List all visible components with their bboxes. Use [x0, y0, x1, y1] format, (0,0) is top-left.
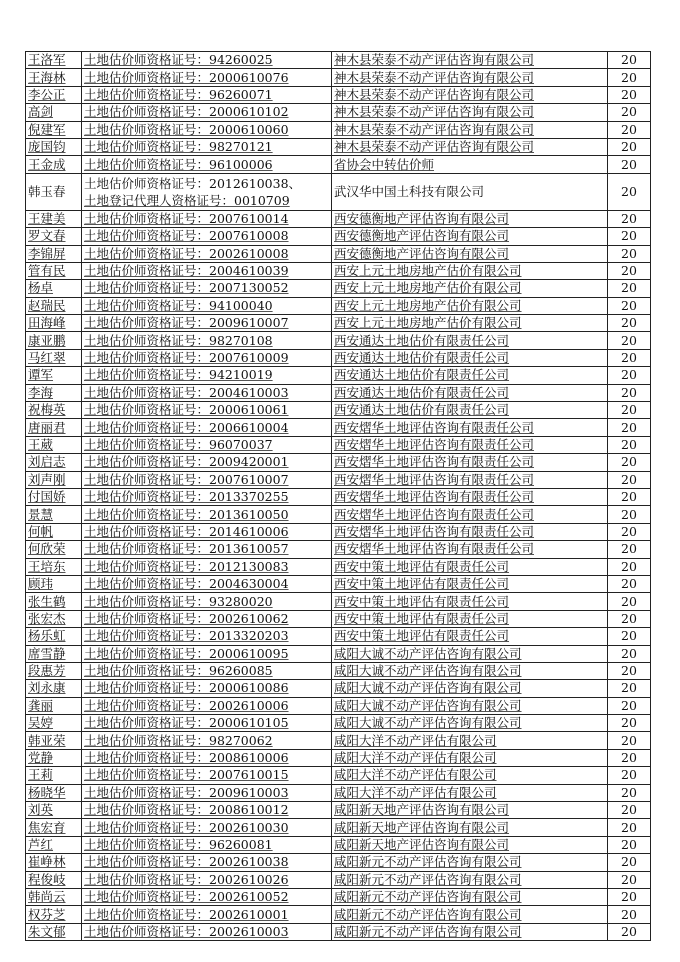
certificate-line: 土地登记代理人资格证号：0010709 [84, 192, 290, 208]
count-value: 20 [608, 367, 651, 384]
table-row [26, 819, 651, 836]
certificate-number: 土地估价师资格证号：2007610009 [82, 349, 332, 366]
count-value: 20 [608, 784, 651, 801]
table-row [26, 69, 651, 86]
count-value: 20 [608, 610, 651, 627]
person-name: 韩亚荣 [26, 732, 82, 749]
count-value: 20 [608, 767, 651, 784]
person-name: 刘英 [26, 802, 82, 819]
count-value: 20 [608, 541, 651, 558]
person-name: 王海林 [26, 69, 82, 86]
count-value: 20 [608, 523, 651, 540]
count-value: 20 [608, 645, 651, 662]
count-value: 20 [608, 923, 651, 940]
certificate-number: 土地估价师资格证号：2000610095 [82, 645, 332, 662]
certificate-number: 土地估价师资格证号：98270108 [82, 332, 332, 349]
company-name: 西安熠华土地评估咨询有限责任公司 [332, 436, 608, 453]
person-name: 康亚鹏 [26, 332, 82, 349]
company-name: 西安中策土地评估有限责任公司 [332, 628, 608, 645]
table-row [26, 138, 651, 155]
certificate-number: 土地估价师资格证号：2000610060 [82, 121, 332, 138]
company-name: 咸阳新元不动产评估咨询有限公司 [332, 871, 608, 888]
certificate-number: 土地估价师资格证号：2000610076 [82, 69, 332, 86]
person-name: 张生鹤 [26, 593, 82, 610]
company-name: 咸阳大洋不动产评估有限公司 [332, 767, 608, 784]
table-row [26, 784, 651, 801]
table-row [26, 680, 651, 697]
table-row [26, 419, 651, 436]
company-name: 西安熠华土地评估咨询有限责任公司 [332, 419, 608, 436]
company-name: 西安熠华土地评估咨询有限责任公司 [332, 454, 608, 471]
certificate-number: 土地估价师资格证号：2000610102 [82, 104, 332, 121]
company-name: 西安德衡地产评估咨询有限公司 [332, 228, 608, 245]
table-row [26, 906, 651, 923]
certificate-number: 土地估价师资格证号：2000610061 [82, 402, 332, 419]
certificate-number: 土地估价师资格证号：2006610004 [82, 419, 332, 436]
certificate-number: 土地估价师资格证号：2000610086 [82, 680, 332, 697]
count-value: 20 [608, 402, 651, 419]
count-value: 20 [608, 697, 651, 714]
count-value: 20 [608, 871, 651, 888]
table-row [26, 715, 651, 732]
person-name: 王培东 [26, 558, 82, 575]
company-name: 咸阳大诚不动产评估咨询有限公司 [332, 697, 608, 714]
table-row [26, 315, 651, 332]
person-name: 李锦屏 [26, 245, 82, 262]
table-row [26, 836, 651, 853]
company-name: 咸阳大诚不动产评估咨询有限公司 [332, 645, 608, 662]
count-value: 20 [608, 419, 651, 436]
company-name: 西安通达土地估价有限责任公司 [332, 384, 608, 401]
count-value: 20 [608, 228, 651, 245]
count-value: 20 [608, 732, 651, 749]
person-name: 田海峰 [26, 315, 82, 332]
company-name: 西安中策土地评估有限责任公司 [332, 593, 608, 610]
person-name: 杨乐虹 [26, 628, 82, 645]
company-name: 神木县荣泰不动产评估咨询有限公司 [332, 138, 608, 155]
company-name: 咸阳大洋不动产评估有限公司 [332, 784, 608, 801]
count-value: 20 [608, 749, 651, 766]
count-value: 20 [608, 332, 651, 349]
count-value: 20 [608, 836, 651, 853]
person-name: 王莉 [26, 767, 82, 784]
certificate-number: 土地估价师资格证号：2002610062 [82, 610, 332, 627]
count-value: 20 [608, 628, 651, 645]
count-value: 20 [608, 471, 651, 488]
certificate-number: 土地估价师资格证号：93280020 [82, 593, 332, 610]
company-name: 咸阳大诚不动产评估咨询有限公司 [332, 662, 608, 679]
count-value: 20 [608, 558, 651, 575]
person-name: 张宏杰 [26, 610, 82, 627]
table-row [26, 121, 651, 138]
certificate-number: 土地估价师资格证号：2002610006 [82, 697, 332, 714]
company-name: 咸阳新元不动产评估咨询有限公司 [332, 906, 608, 923]
certificate-number: 土地估价师资格证号：96260085 [82, 662, 332, 679]
count-value: 20 [608, 173, 651, 210]
certificate-number: 土地估价师资格证号：2007610007 [82, 471, 332, 488]
person-name: 王金成 [26, 156, 82, 173]
company-name: 神木县荣泰不动产评估咨询有限公司 [332, 104, 608, 121]
person-name: 崔峥林 [26, 854, 82, 871]
company-name: 咸阳新元不动产评估咨询有限公司 [332, 888, 608, 905]
count-value: 20 [608, 662, 651, 679]
company-name: 西安上元土地房地产估价有限公司 [332, 315, 608, 332]
person-name: 韩玉春 [26, 173, 82, 210]
table-row [26, 488, 651, 505]
person-name: 何帆 [26, 523, 82, 540]
table-row [26, 523, 651, 540]
table-row [26, 332, 651, 349]
table-row [26, 749, 651, 766]
company-name: 咸阳新元不动产评估咨询有限公司 [332, 923, 608, 940]
table-row [26, 297, 651, 314]
company-name: 武汉华中国土科技有限公司 [332, 173, 608, 210]
count-value: 20 [608, 575, 651, 592]
company-name: 省协会中转估价师 [332, 156, 608, 173]
certificate-number: 土地估价师资格证号：2002610026 [82, 871, 332, 888]
certificate-number: 土地估价师资格证号：2013370255 [82, 488, 332, 505]
company-name: 西安通达土地估价有限责任公司 [332, 367, 608, 384]
certificate-number: 土地估价师资格证号：2000610105 [82, 715, 332, 732]
table-row [26, 228, 651, 245]
company-name: 西安通达土地估价有限责任公司 [332, 349, 608, 366]
person-name: 席雪静 [26, 645, 82, 662]
person-name: 管有民 [26, 262, 82, 279]
company-name: 西安通达土地估价有限责任公司 [332, 332, 608, 349]
count-value: 20 [608, 819, 651, 836]
count-value: 20 [608, 854, 651, 871]
certificate-number: 土地估价师资格证号：2002610001 [82, 906, 332, 923]
person-name: 谭军 [26, 367, 82, 384]
table-row [26, 888, 651, 905]
table-row [26, 732, 651, 749]
table-row [26, 454, 651, 471]
company-name: 西安德衡地产评估咨询有限公司 [332, 210, 608, 227]
company-name: 西安上元土地房地产估价有限公司 [332, 280, 608, 297]
table-row [26, 610, 651, 627]
company-name: 西安上元土地房地产估价有限公司 [332, 297, 608, 314]
company-name: 西安德衡地产评估咨询有限公司 [332, 245, 608, 262]
certificate-number: 土地估价师资格证号：2004610003 [82, 384, 332, 401]
company-name: 西安上元土地房地产估价有限公司 [332, 262, 608, 279]
company-name: 神木县荣泰不动产评估咨询有限公司 [332, 86, 608, 103]
appraiser-table-body [26, 52, 651, 941]
certificate-number: 土地估价师资格证号：2009610007 [82, 315, 332, 332]
count-value: 20 [608, 86, 651, 103]
person-name: 杨晓华 [26, 784, 82, 801]
certificate-number: 土地估价师资格证号：2002610038 [82, 854, 332, 871]
count-value: 20 [608, 593, 651, 610]
count-value: 20 [608, 680, 651, 697]
certificate-number: 土地估价师资格证号：2008610012 [82, 802, 332, 819]
table-row [26, 367, 651, 384]
person-name: 李公正 [26, 86, 82, 103]
table-row [26, 156, 651, 173]
company-name: 西安熠华土地评估咨询有限责任公司 [332, 488, 608, 505]
count-value: 20 [608, 245, 651, 262]
certificate-number: 土地估价师资格证号：2013610050 [82, 506, 332, 523]
person-name: 祝梅英 [26, 402, 82, 419]
person-name: 高剑 [26, 104, 82, 121]
certificate-number: 土地估价师资格证号：2004630004 [82, 575, 332, 592]
table-row [26, 210, 651, 227]
person-name: 何欣荣 [26, 541, 82, 558]
person-name: 王葳 [26, 436, 82, 453]
person-name: 李海 [26, 384, 82, 401]
person-name: 焦宏育 [26, 819, 82, 836]
count-value: 20 [608, 715, 651, 732]
certificate-number: 土地估价师资格证号：94100040 [82, 297, 332, 314]
person-name: 顾玮 [26, 575, 82, 592]
table-row [26, 173, 651, 210]
certificate-number: 土地估价师资格证号：96260071 [82, 86, 332, 103]
count-value: 20 [608, 262, 651, 279]
table-row [26, 697, 651, 714]
person-name: 韩尚云 [26, 888, 82, 905]
certificate-number: 土地估价师资格证号：2009610003 [82, 784, 332, 801]
person-name: 刘永康 [26, 680, 82, 697]
certificate-number: 土地估价师资格证号：96070037 [82, 436, 332, 453]
table-row [26, 575, 651, 592]
certificate-number: 土地估价师资格证号：98270062 [82, 732, 332, 749]
appraiser-table [25, 51, 651, 941]
company-name: 咸阳新天地产评估咨询有限公司 [332, 802, 608, 819]
certificate-number: 土地估价师资格证号：96260081 [82, 836, 332, 853]
company-name: 西安通达土地估价有限责任公司 [332, 402, 608, 419]
count-value: 20 [608, 384, 651, 401]
table-row [26, 52, 651, 69]
count-value: 20 [608, 69, 651, 86]
person-name: 党静 [26, 749, 82, 766]
person-name: 杨卓 [26, 280, 82, 297]
company-name: 咸阳新元不动产评估咨询有限公司 [332, 854, 608, 871]
certificate-line: 土地估价师资格证号：2012610038、 [84, 175, 302, 191]
table-row [26, 245, 651, 262]
person-name: 刘声刚 [26, 471, 82, 488]
person-name: 马红翠 [26, 349, 82, 366]
person-name: 唐丽君 [26, 419, 82, 436]
person-name: 景慧 [26, 506, 82, 523]
certificate-number: 土地估价师资格证号：2004610039 [82, 262, 332, 279]
person-name: 付国娇 [26, 488, 82, 505]
company-name: 咸阳新天地产评估咨询有限公司 [332, 836, 608, 853]
table-row [26, 471, 651, 488]
certificate-number: 土地估价师资格证号：2007130052 [82, 280, 332, 297]
count-value: 20 [608, 210, 651, 227]
certificate-number: 土地估价师资格证号：2007610015 [82, 767, 332, 784]
certificate-number: 土地估价师资格证号：2008610006 [82, 749, 332, 766]
person-name: 王建美 [26, 210, 82, 227]
table-row [26, 558, 651, 575]
certificate-number: 土地估价师资格证号：2013320203 [82, 628, 332, 645]
person-name: 倪建军 [26, 121, 82, 138]
person-name: 权芬芝 [26, 906, 82, 923]
table-row [26, 349, 651, 366]
table-row [26, 262, 651, 279]
company-name: 神木县荣泰不动产评估咨询有限公司 [332, 52, 608, 69]
company-name: 咸阳新天地产评估咨询有限公司 [332, 819, 608, 836]
person-name: 龚丽 [26, 697, 82, 714]
count-value: 20 [608, 488, 651, 505]
count-value: 20 [608, 297, 651, 314]
table-row [26, 86, 651, 103]
count-value: 20 [608, 52, 651, 69]
count-value: 20 [608, 436, 651, 453]
company-name: 西安熠华土地评估咨询有限责任公司 [332, 541, 608, 558]
company-name: 西安中策土地评估有限责任公司 [332, 575, 608, 592]
person-name: 罗文春 [26, 228, 82, 245]
certificate-number: 土地估价师资格证号：2007610008 [82, 228, 332, 245]
table-row [26, 541, 651, 558]
person-name: 庞国钧 [26, 138, 82, 155]
table-row [26, 662, 651, 679]
count-value: 20 [608, 121, 651, 138]
count-value: 20 [608, 906, 651, 923]
count-value: 20 [608, 138, 651, 155]
certificate-number: 土地估价师资格证号：2013610057 [82, 541, 332, 558]
count-value: 20 [608, 454, 651, 471]
certificate-number: 土地估价师资格证号：2007610014 [82, 210, 332, 227]
person-name: 段惠芳 [26, 662, 82, 679]
company-name: 西安中策土地评估有限责任公司 [332, 558, 608, 575]
table-row [26, 854, 651, 871]
table-row [26, 871, 651, 888]
count-value: 20 [608, 802, 651, 819]
table-row [26, 593, 651, 610]
company-name: 咸阳大诚不动产评估咨询有限公司 [332, 680, 608, 697]
person-name: 赵瑞民 [26, 297, 82, 314]
table-row [26, 923, 651, 940]
certificate-number: 土地估价师资格证号：2012130083 [82, 558, 332, 575]
table-row [26, 506, 651, 523]
company-name: 西安中策土地评估有限责任公司 [332, 610, 608, 627]
table-row [26, 628, 651, 645]
person-name: 刘启志 [26, 454, 82, 471]
person-name: 芦红 [26, 836, 82, 853]
certificate-number: 土地估价师资格证号：96100006 [82, 156, 332, 173]
person-name: 朱文郁 [26, 923, 82, 940]
company-name: 西安熠华土地评估咨询有限责任公司 [332, 471, 608, 488]
company-name: 西安熠华土地评估咨询有限责任公司 [332, 506, 608, 523]
certificate-number: 土地估价师资格证号：2002610008 [82, 245, 332, 262]
table-row [26, 802, 651, 819]
table-row [26, 402, 651, 419]
table-row [26, 645, 651, 662]
table-row [26, 767, 651, 784]
certificate-number: 土地估价师资格证号：2002610052 [82, 888, 332, 905]
company-name: 咸阳大洋不动产评估有限公司 [332, 749, 608, 766]
count-value: 20 [608, 315, 651, 332]
count-value: 20 [608, 349, 651, 366]
count-value: 20 [608, 888, 651, 905]
certificate-number: 土地估价师资格证号：2009420001 [82, 454, 332, 471]
certificate-number: 土地估价师资格证号：98270121 [82, 138, 332, 155]
count-value: 20 [608, 280, 651, 297]
certificate-number: 土地估价师资格证号：2002610030 [82, 819, 332, 836]
person-name: 王洛军 [26, 52, 82, 69]
count-value: 20 [608, 156, 651, 173]
company-name: 神木县荣泰不动产评估咨询有限公司 [332, 69, 608, 86]
table-row [26, 280, 651, 297]
certificate-number [82, 173, 332, 210]
certificate-number: 土地估价师资格证号：2014610006 [82, 523, 332, 540]
table-row [26, 104, 651, 121]
certificate-number: 土地估价师资格证号：94210019 [82, 367, 332, 384]
count-value: 20 [608, 506, 651, 523]
company-name: 咸阳大诚不动产评估咨询有限公司 [332, 715, 608, 732]
person-name: 程俊岐 [26, 871, 82, 888]
person-name: 吴婷 [26, 715, 82, 732]
table-row [26, 436, 651, 453]
company-name: 神木县荣泰不动产评估咨询有限公司 [332, 121, 608, 138]
company-name: 咸阳大洋不动产评估有限公司 [332, 732, 608, 749]
table-row [26, 384, 651, 401]
certificate-number: 土地估价师资格证号：94260025 [82, 52, 332, 69]
certificate-number: 土地估价师资格证号：2002610003 [82, 923, 332, 940]
company-name: 西安熠华土地评估咨询有限责任公司 [332, 523, 608, 540]
count-value: 20 [608, 104, 651, 121]
